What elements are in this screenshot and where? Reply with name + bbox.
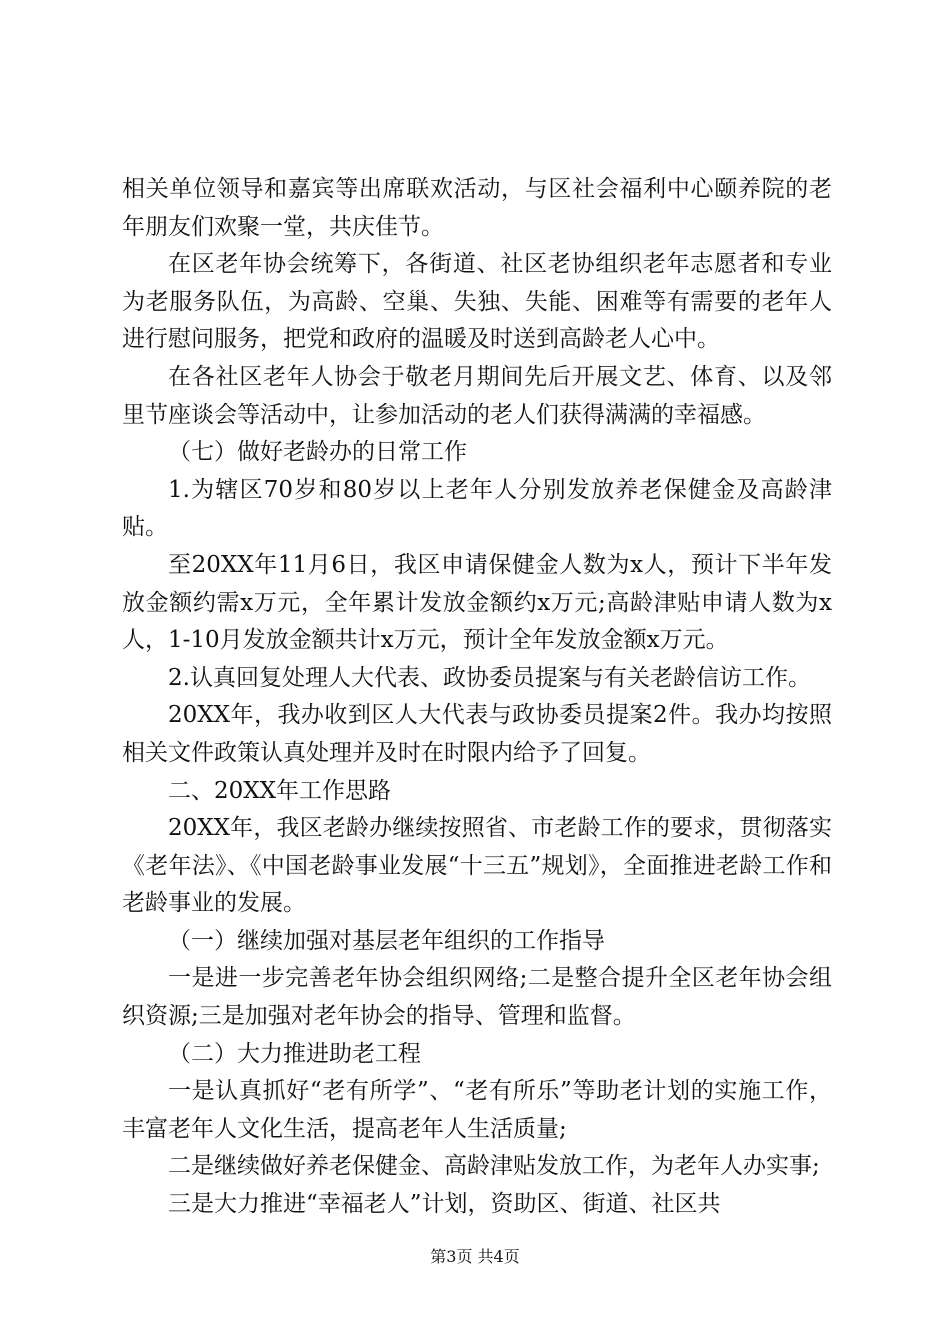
paragraph: 1.为辖区70岁和80岁以上老年人分别发放养老保健金及高龄津贴。 [122,476,832,541]
section-heading: （二）大力推进助老工程 [168,1040,421,1067]
paragraph: 在各社区老年人协会于敬老月期间先后开展文艺、体育、以及邻里节座谈会等活动中，让参加活动的老人们获得满满的幸福感。 [122,363,832,428]
paragraph: 至20XX年11月6日，我区申请保健金人数为x人，预计下半年发放金额约需x万元，全年累计发放金额约x万元;高龄津贴申请人数为x人，1-10月发放金额共计x万元，预计全年发放金额x万元。 [122,551,832,654]
section-heading: （七）做好老龄办的日常工作 [168,439,467,466]
section-heading: （一）继续加强对基层老年组织的工作指导 [168,927,605,954]
paragraph: 20XX年，我区老龄办继续按照省、市老龄工作的要求，贯彻落实《老年法》、《中国老龄事业发展“十三五”规划》，全面推进老龄工作和老龄事业的发展。 [122,815,832,917]
section-heading: 二、20XX年工作思路 [168,777,392,804]
document-body [122,171,832,1224]
paragraph: 一是进一步完善老年协会组织网络;二是整合提升全区老年协会组织资源;三是加强对老年协会的指导、管理和监督。 [122,965,832,1030]
page-footer: 第3页 共4页 [430,1247,520,1266]
paragraph: 2.认真回复处理人大代表、政协委员提案与有关老龄信访工作。 [168,664,811,691]
paragraph: 二是继续做好养老保健金、高龄津贴发放工作，为老年人办实事; [168,1153,820,1180]
paragraph: 三是大力推进“幸福老人”计划，资助区、街道、社区共 [168,1191,721,1218]
paragraph: 20XX年，我办收到区人大代表与政协委员提案2件。我办均按照相关文件政策认真处理并及时在时限内给予了回复。 [122,702,832,766]
paragraph: 相关单位领导和嘉宾等出席联欢活动，与区社会福利中心颐养院的老年朋友们欢聚一堂，共庆佳节。 [122,176,832,240]
paragraph: 一是认真抓好“老有所学”、“老有所乐”等助老计划的实施工作，丰富老年人文化生活，提高老年人生活质量; [122,1078,832,1142]
paragraph: 在区老年协会统筹下，各街道、社区老协组织老年志愿者和专业为老服务队伍，为高龄、空巢、失独、失能、困难等有需要的老年人进行慰问服务，把党和政府的温暖及时送到高龄老人心中。 [122,251,832,353]
